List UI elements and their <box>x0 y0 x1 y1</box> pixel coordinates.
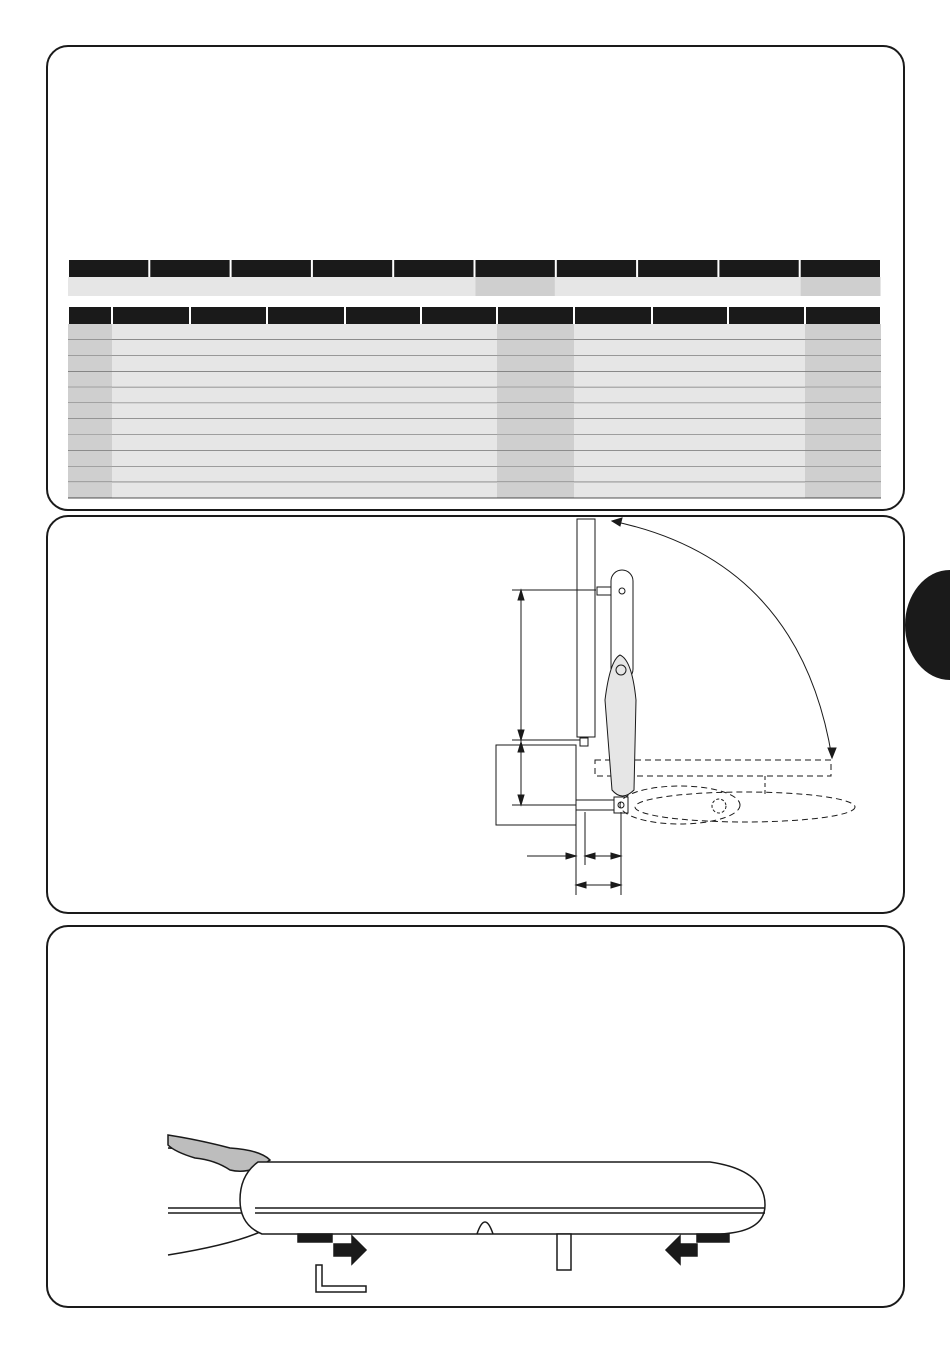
table-header-cell <box>806 307 880 324</box>
table-cell-shaded <box>805 451 881 467</box>
table-header-cell <box>422 307 496 324</box>
table-header-cell <box>313 260 392 277</box>
table-header-cell <box>232 260 311 277</box>
table-header-cell <box>729 307 804 324</box>
table-header-cell <box>653 307 727 324</box>
spec-table-main <box>68 307 881 498</box>
table-cell-shaded <box>805 371 881 387</box>
table-row <box>68 387 881 403</box>
table-cell-shaded <box>497 419 574 435</box>
arrow-left-icon <box>666 1236 697 1264</box>
table-cell-shaded <box>805 340 881 356</box>
table-header-cell <box>150 260 229 277</box>
table-cell-shaded <box>68 387 112 403</box>
table-header-cell <box>394 260 473 277</box>
table-row <box>68 340 881 356</box>
table-header-cell <box>719 260 798 277</box>
table-cell-shaded <box>497 435 574 451</box>
table-cell-shaded <box>805 466 881 482</box>
table-cell-shaded <box>805 356 881 372</box>
table-cell-shaded <box>497 387 574 403</box>
table-header-cell <box>191 307 266 324</box>
motor-illustration <box>168 1135 765 1292</box>
table-cell-shaded <box>68 340 112 356</box>
table-cell-shaded <box>68 435 112 451</box>
table-cell-shaded <box>805 482 881 498</box>
table-cell-shaded <box>805 419 881 435</box>
allen-key-icon <box>316 1265 366 1292</box>
table-row <box>68 482 881 498</box>
table-cell-shaded <box>805 387 881 403</box>
table-cell-shaded <box>497 356 574 372</box>
table-row <box>68 324 881 340</box>
table-cell-shaded <box>68 451 112 467</box>
table-cell-shaded <box>497 340 574 356</box>
table-cell-shaded <box>497 466 574 482</box>
table-header-cell <box>801 260 880 277</box>
arrow-right-icon <box>334 1236 366 1264</box>
table-cell-shaded <box>805 435 881 451</box>
table-cell-shaded <box>68 466 112 482</box>
table-row <box>68 356 881 372</box>
table-row <box>68 435 881 451</box>
table-cell-shaded <box>68 356 112 372</box>
table-header-cell <box>113 307 189 324</box>
table-cell-shaded <box>497 324 574 340</box>
table-cell-shaded <box>68 324 112 340</box>
table-cell-shaded <box>801 277 880 296</box>
table-cell-shaded <box>68 419 112 435</box>
table-cell-shaded <box>497 451 574 467</box>
table-cell-shaded <box>68 371 112 387</box>
table-row <box>68 451 881 467</box>
spec-table-top <box>68 260 881 296</box>
arm-geometry-diagram <box>496 518 855 895</box>
table-header-cell <box>346 307 420 324</box>
table-cell-shaded <box>497 482 574 498</box>
table-cell-shaded <box>805 324 881 340</box>
table-row <box>68 403 881 419</box>
table-cell-shaded <box>497 371 574 387</box>
table-cell-shaded <box>805 403 881 419</box>
table-cell-shaded <box>68 482 112 498</box>
table-header-cell <box>476 260 555 277</box>
table-cell-shaded <box>476 277 555 296</box>
table-cell-shaded <box>68 403 112 419</box>
table-row <box>68 371 881 387</box>
table-row <box>68 466 881 482</box>
table-header-cell <box>557 260 636 277</box>
table-header-cell <box>638 260 717 277</box>
table-header-cell <box>575 307 651 324</box>
table-cell-shaded <box>497 403 574 419</box>
table-header-cell <box>498 307 573 324</box>
table-header-cell <box>268 307 344 324</box>
table-row <box>68 419 881 435</box>
table-header-cell <box>69 260 148 277</box>
table-row <box>68 277 881 296</box>
table-header-cell <box>69 307 111 324</box>
